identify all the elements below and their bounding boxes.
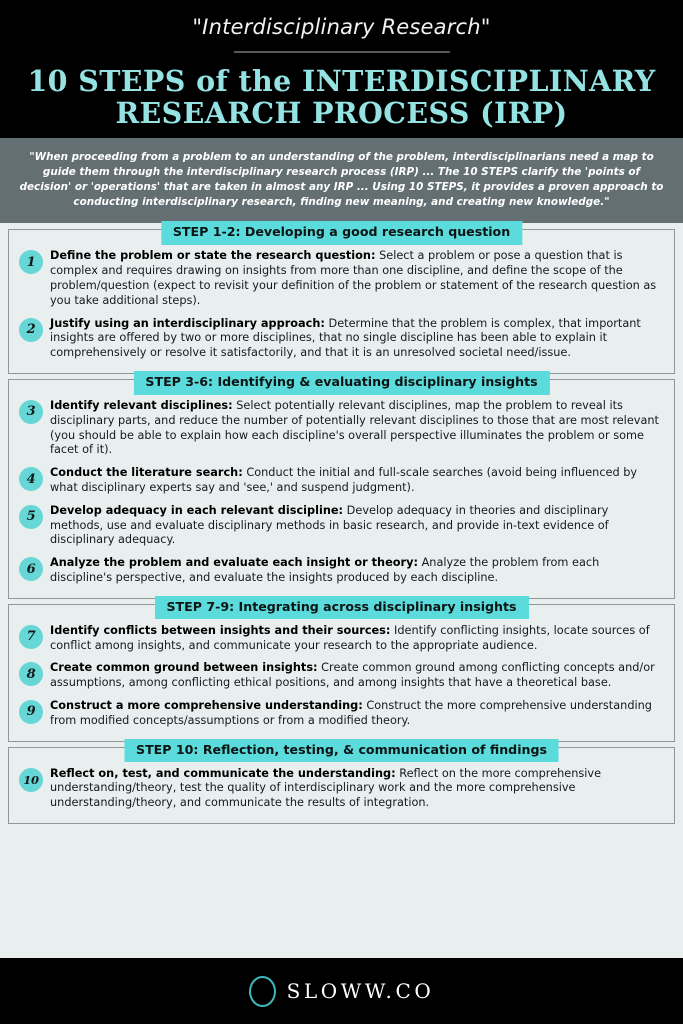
step-item <box>19 462 664 500</box>
step-description: Select potentially relevant disciplines, map the problem to reveal its disciplinary parts, and reduce the number of potentially relevant disciplines to those that are most relevant (you should be able to explain how each discipline's overall perspective illuminates the problem or some facet of it). <box>50 398 659 457</box>
step-number-badge: 5 <box>19 505 43 529</box>
poster-footer <box>0 958 683 1024</box>
kicker-text: "Interdisciplinary Research" <box>192 15 491 39</box>
step-text <box>50 661 664 691</box>
step-number-badge: 4 <box>19 467 43 491</box>
step-item <box>19 657 664 695</box>
step-text <box>50 556 664 586</box>
brand-wordmark: SLOWW.CO <box>286 979 435 1003</box>
step-list <box>19 620 664 733</box>
step-text <box>50 504 664 548</box>
step-number-badge: 10 <box>19 768 43 792</box>
pull-quote: "When proceeding from a problem to an understanding of the problem, interdisciplinarians need a map to guide them through the interdisciplinary research process (IRP) ... The 10 STEPS clarify the 'points of decision' or 'operations' that are taken in almost any IRP ... Using 10 STEPS, it provides a proven approach to conducting interdisciplinary research, finding new meaning, and creating new knowledge." <box>0 138 683 223</box>
step-list <box>19 395 664 590</box>
step-number-badge: 7 <box>19 625 43 649</box>
step-number-badge: 9 <box>19 700 43 724</box>
step-item <box>19 552 664 590</box>
circle-outline-icon <box>249 976 276 1007</box>
step-description: Construct the more comprehensive understanding from modified concepts/assumptions or from a modified theory. <box>50 698 652 727</box>
step-item <box>19 620 664 658</box>
step-text <box>50 466 664 496</box>
step-item <box>19 245 664 312</box>
step-title: Identify conflicts between insights and their sources: <box>50 623 391 637</box>
step-section <box>8 598 675 742</box>
header-divider <box>234 51 450 53</box>
section-banner: STEP 3-6: Identifying & evaluating disciplinary insights <box>133 371 549 395</box>
step-title: Reflect on, test, and communicate the understanding: <box>50 766 396 780</box>
step-list <box>19 245 664 365</box>
step-text <box>50 767 664 811</box>
step-number-badge: 6 <box>19 557 43 581</box>
poster-header <box>0 0 683 138</box>
step-number-badge: 2 <box>19 318 43 342</box>
step-description: Develop adequacy in theories and disciplinary methods, use and evaluate disciplinary methods in basic research, and provide in-text evidence of disciplinary adequacy. <box>50 503 609 547</box>
page-title-line-2: RESEARCH PROCESS (IRP) <box>115 96 568 131</box>
step-item <box>19 395 664 462</box>
step-item <box>19 313 664 365</box>
step-description: Create common ground among conflicting concepts and/or assumptions, among conflicting ethical positions, and among insights that have a theoretical base. <box>50 661 655 690</box>
step-title: Analyze the problem and evaluate each insight or theory: <box>50 556 418 570</box>
step-text <box>50 317 664 361</box>
step-description: Select a problem or pose a question that is complex and requires drawing on insights from more than one discipline, and define the scope of the problem/question (expect to revisit your definition of the problem or statement of the research question as you take additional steps). <box>50 249 657 307</box>
sections-container <box>0 223 683 958</box>
step-description: Conduct the initial and full-scale searches (avoid being influenced by what disciplinary experts say and 'see,' and suspend judgment). <box>50 466 638 494</box>
step-title: Conduct the literature search: <box>50 466 243 480</box>
step-item <box>19 695 664 733</box>
step-list <box>19 763 664 815</box>
step-text <box>50 699 664 729</box>
page-title <box>20 66 663 130</box>
page-title-line-1: 10 STEPS of the INTERDISCIPLINARY <box>27 64 656 99</box>
step-title: Create common ground between insights: <box>50 661 318 675</box>
step-title: Develop adequacy in each relevant discipline: <box>50 503 344 517</box>
step-text <box>50 624 664 654</box>
step-title: Identify relevant disciplines: <box>50 398 233 412</box>
step-item <box>19 763 664 815</box>
step-text <box>50 399 664 458</box>
step-title: Construct a more comprehensive understanding: <box>50 698 363 712</box>
step-section <box>8 224 675 374</box>
step-description: Determine that the problem is complex, that important insights are offered by two or more disciplines, that no single discipline has been able to explain it comprehensively or resolve it satisfactorily, and that it is an unresolved societal need/issue. <box>50 316 641 360</box>
step-number-badge: 1 <box>19 250 43 274</box>
step-description: Analyze the problem from each discipline's perspective, and evaluate the insights produced by each discipline. <box>50 556 600 584</box>
step-description: Reflect on the more comprehensive understanding/theory, test the quality of interdisciplinary work and the more comprehensive understanding/theory, and communicate the results of integration. <box>50 766 602 810</box>
step-title: Define the problem or state the research question: <box>50 249 376 263</box>
step-section <box>8 373 675 599</box>
section-banner: STEP 1-2: Developing a good research question <box>161 221 522 245</box>
step-item <box>19 500 664 552</box>
step-number-badge: 3 <box>19 400 43 424</box>
step-text <box>50 249 664 308</box>
section-banner: STEP 7-9: Integrating across disciplinary insights <box>154 596 528 620</box>
step-number-badge: 8 <box>19 662 43 686</box>
step-title: Justify using an interdisciplinary approach: <box>50 316 325 330</box>
step-section <box>8 741 675 824</box>
step-description: Identify conflicting insights, locate sources of conflict among insights, and communicate your research to the appropriate audience. <box>50 623 650 652</box>
section-banner: STEP 10: Reflection, testing, & communication of findings <box>124 739 559 763</box>
